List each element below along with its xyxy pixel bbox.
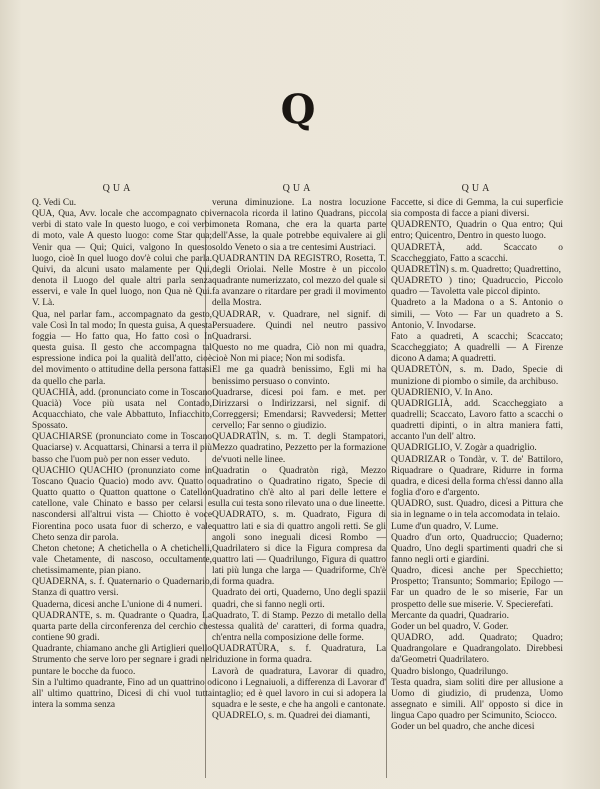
entry: QUADRIGLIÀ, add. Scaccheggiato a quadrelli; Scaccato, Lavoro fatto a scacchi o quadretti dipinti, o in altra maniera fatti, accanto l'un dell' altro. [391,398,563,443]
entry: QUADRATÌN, s. m. T. degli Stampatori, Mezzo quadratino, Pezzetto per la formazione de'vuoti nelle linee. [212,432,386,465]
column-2 [212,198,386,722]
entry: Mercante da quadri, Quadrario. [391,610,509,621]
entry: QUADRETÒN, s. m. Dado, Specie di munizione di piombo o simile, da archibuso. [391,365,563,387]
entry: Quaderna, dicesi anche L'unione di 4 numeri. [32,599,203,610]
entry: Goder un bel quadro, che anche dicesi [391,722,535,733]
entry: Testa quadra, sìam soliti dire per allusione a Uomo di giudizio, di prudenza, Uomo assegnato e simili. All' opposto si dice in lingua Capo quadro per Scimunito, Sciocco. [391,677,563,722]
entry: Quadro bislongo, Quadrilungo. [391,666,509,677]
entry: Quadro d'un orto, Quadruccio; Quaderno; Quadro, Uno degli spartimenti quadri che si fanno negli orti e giardini. [391,532,563,565]
entry: QUADRIZAR o Tondàr, v. T. de' Battiloro, Riquadrare o Quadrare, Ridurre in forma quadra, e dicesi della forma ch'essi danno alla foglia d'oro e d'argento. [391,454,563,499]
entry: Sin a l'ultimo quadrante, Fino ad un quattrino o all' ultimo quattrino, Dicesi di chi vuol tutta intera la somma senza [32,677,212,711]
entry: veruna diminuzione. La nostra locuzione vernacola ricorda il latino Quadrans, piccola moneta Romana, che era la quarta parte dell'Asse, la quale potrebbe equivalere ai gli soldo Veneto o sia a tre centesimi Austriaci. [212,198,386,253]
entry: Goder un bel quadro, V. Goder. [391,621,509,632]
entry: Cheton chetone; A chetichella o A chetichelli, vale Chetamente, di nascoso, occultamente, chetissimamente, pian piano. [32,543,212,577]
entry: Q. Vedi Cu. [32,198,77,208]
column-3 [391,198,563,734]
entry: Quadreto a la Madona o a S. Antonio o simili, — Voto — Far un quadreto a S. Antonio, V. Invodarse. [391,298,563,331]
column-head-1: QUA [102,183,134,194]
entry: QUADRETÌN) s. m. Quadretto; Quadrettino, [391,264,562,275]
entry: QUADERNA, s. f. Quaternario o Quadernario, Stanza di quattro versi. [32,577,212,599]
entry: QUADRANTIN DA REGISTRO, Rosetta, T. degli Oriolai. Nelle Mostre è un piccolo quadrante numerizzato, col mezzo del quale si fa avanzare o ritardare per gradi il movimento della Mostra. [212,253,386,309]
entry: QUADRIENIO, V. In Ano. [391,387,493,398]
entry: Faccette, si dice di Gemma, la cui superficie sia composta di facce a piani diversi. [391,198,563,220]
entry: QUADRELO, s. m. Quadrei dei diamanti, [212,711,371,722]
entry: QUADRO, sust. Quadro, dicesi a Pittura che sia in legname o in tela accomodata in telaio. [391,499,563,521]
entry: Quadrato, T. di Stamp. Pezzo di metallo della stessa qualità de' caratteri, di forma quadra, ch'entra nella composizione delle forme. [212,610,386,644]
entry: Questo no me quadra, Ciò non mi quadra, cioè Non mi piace; Non mi sodisfa. [212,343,386,365]
entry: QUACHIÀ, add. (pronunciato come in Toscano Quacià) Voce più usata nel Contado, Acquacchiato, che vale Abbattuto, Infiacchito, Spossato. [32,387,212,432]
entry: El me ga quadrà benissimo, Egli mi ha benissimo persuaso o convinto. [212,365,386,387]
column-1 [32,198,212,711]
entry: Qua, nel parlar fam., accompagnato da gesto, vale Così In tal modo; In questa guisa, A questa foggia — Ho fatto qua, Ho fatto così o In questa guisa. Il gesto che accompagna tal espressione indica poi la qualità dell'atto, cioè del movimento o attitudine della persona fattasi da quello che parla. [32,309,212,387]
entry: Quadratin o Quadratòn rigà, Mezzo quadratino o Quadratino rigato, Specie di Quadratino ch'è alto al pari delle lettere e sulla cui testa sono rilevato una o due lineette. [212,465,386,510]
entry: QUADRAR, v. Quadrare, nel signif. di Persuadere. Quindi nel neutro passivo Quadrarsi. [212,309,386,342]
entry: QUADRO, add. Quadrato; Quadro; Quadrangolare e Quadrangolato. Direbbesi da'Geometri Quadrilatero. [391,633,563,666]
entry: QUADRATÙRA, s. f. Quadratura, La riduzione in forma quadra. [212,644,386,666]
entry: QUA, Qua, Avv. locale che accompagnato coi verbi di stato vale In questo luogo, e coi verbi di moto, vale A questo luogo: come Star qua; Venir qua — Qui; Quici, valgono In questo luogo, cioè In quel luogo dov'è colui che parla. Quivi, da alcuni usato malamente per Qui, denota il Luogo del quale altri parla senza esservi, e vale In quel luogo, non Qua nè Qui. V. Là. [32,209,212,309]
entry: QUADRETO ) tino; Quadruccio, Piccolo quadro — Tavoletta vale piccol dipinto. [391,276,563,298]
entry: Quadrarse, dicesi poi fam. e met. per Dirizzarsi o Indirizzarsi, nel signif. di Correggersi; Emendarsi; Ravvedersi; Metter cervello; Far senno o giudizio. [212,387,386,432]
column-head-2: QUA [282,183,314,194]
entry: Quadrante, chiamano anche gli Artiglieri quello Strumento che serve loro per segnare i gradi nel puntare le bocche da fuoco. [32,644,212,677]
entry: QUACHIARSE (pronunciato come in Toscano Quaciarse) v. Acquattarsi, Chinarsi a terra il più basso che l'uom può per non esser veduto. [32,432,212,465]
entry: Fato a quadreti, A scacchi; Scaccato; Scaccheggiato; A quadrelli — A Firenze dicono A dama; A quadretti. [391,331,563,365]
entry: QUACHIO QUACHIO (pronunziato come in Toscano Quacio Quacio) modo avv. Quatto o Quatto quatto o Quatton quattone o Catellon catellone, vale Chinato e basso per celarsi e nascondersi all'altrui vista — Chiotto è voce Fiorentina poco usata fuor di scherzo, e vale Cheto senza dir parola. [32,465,212,543]
entry: Lume d'un quadro, V. Lume. [391,521,499,532]
column-head-3: QUA [461,183,493,194]
section-letter: Q [280,86,316,133]
entry: Quadrato dei orti, Quaderno, Uno degli spazii quadri, che si fanno negli orti. [212,588,386,610]
entry: Quadro, dicesi anche per Specchietto; Prospetto; Transunto; Sommario; Epilogo — Far un quadro de le so miserie, Far un prospetto delle sue miserie. V. Specierefati. [391,566,563,610]
column-divider-2 [386,210,387,778]
entry: QUADRATO, s. m. Quadrato, Figura di quattro lati e sia di quattro angoli retti. Se gli angoli sono ineguali dicesi Rombo — Quadrilatero si dice la Figura compresa da quattro lati — Quadrilungo, Figura di quattro lati più lunga che larga — Quadriforme, Ch'è di forma quadra. [212,510,386,588]
entry: QUADRANTE, s. m. Quadrante o Quadra, La quarta parte della circonferenza del cerchio che contiene 90 gradi. [32,610,212,644]
entry: QUADRENTO, Quadrin o Qua entro; Qui entro; Quicentro, Dentro in questo luogo. [391,220,563,242]
entry: QUADRETÀ, add. Scaccato o Scaccheggiato, Fatto a scacchi. [391,242,563,264]
entry: QUADRIGLIO, V. Zogàr a quadriglio. [391,443,537,454]
entry: Lavorà de quadratura, Lavorar di quadro, dicono i Legnaiuoli, a differenza di Lavorar d' intaglio; ed è quel lavoro in cui si adopera la squadra e le seste, e che ha angoli e cantonate. [212,666,386,711]
